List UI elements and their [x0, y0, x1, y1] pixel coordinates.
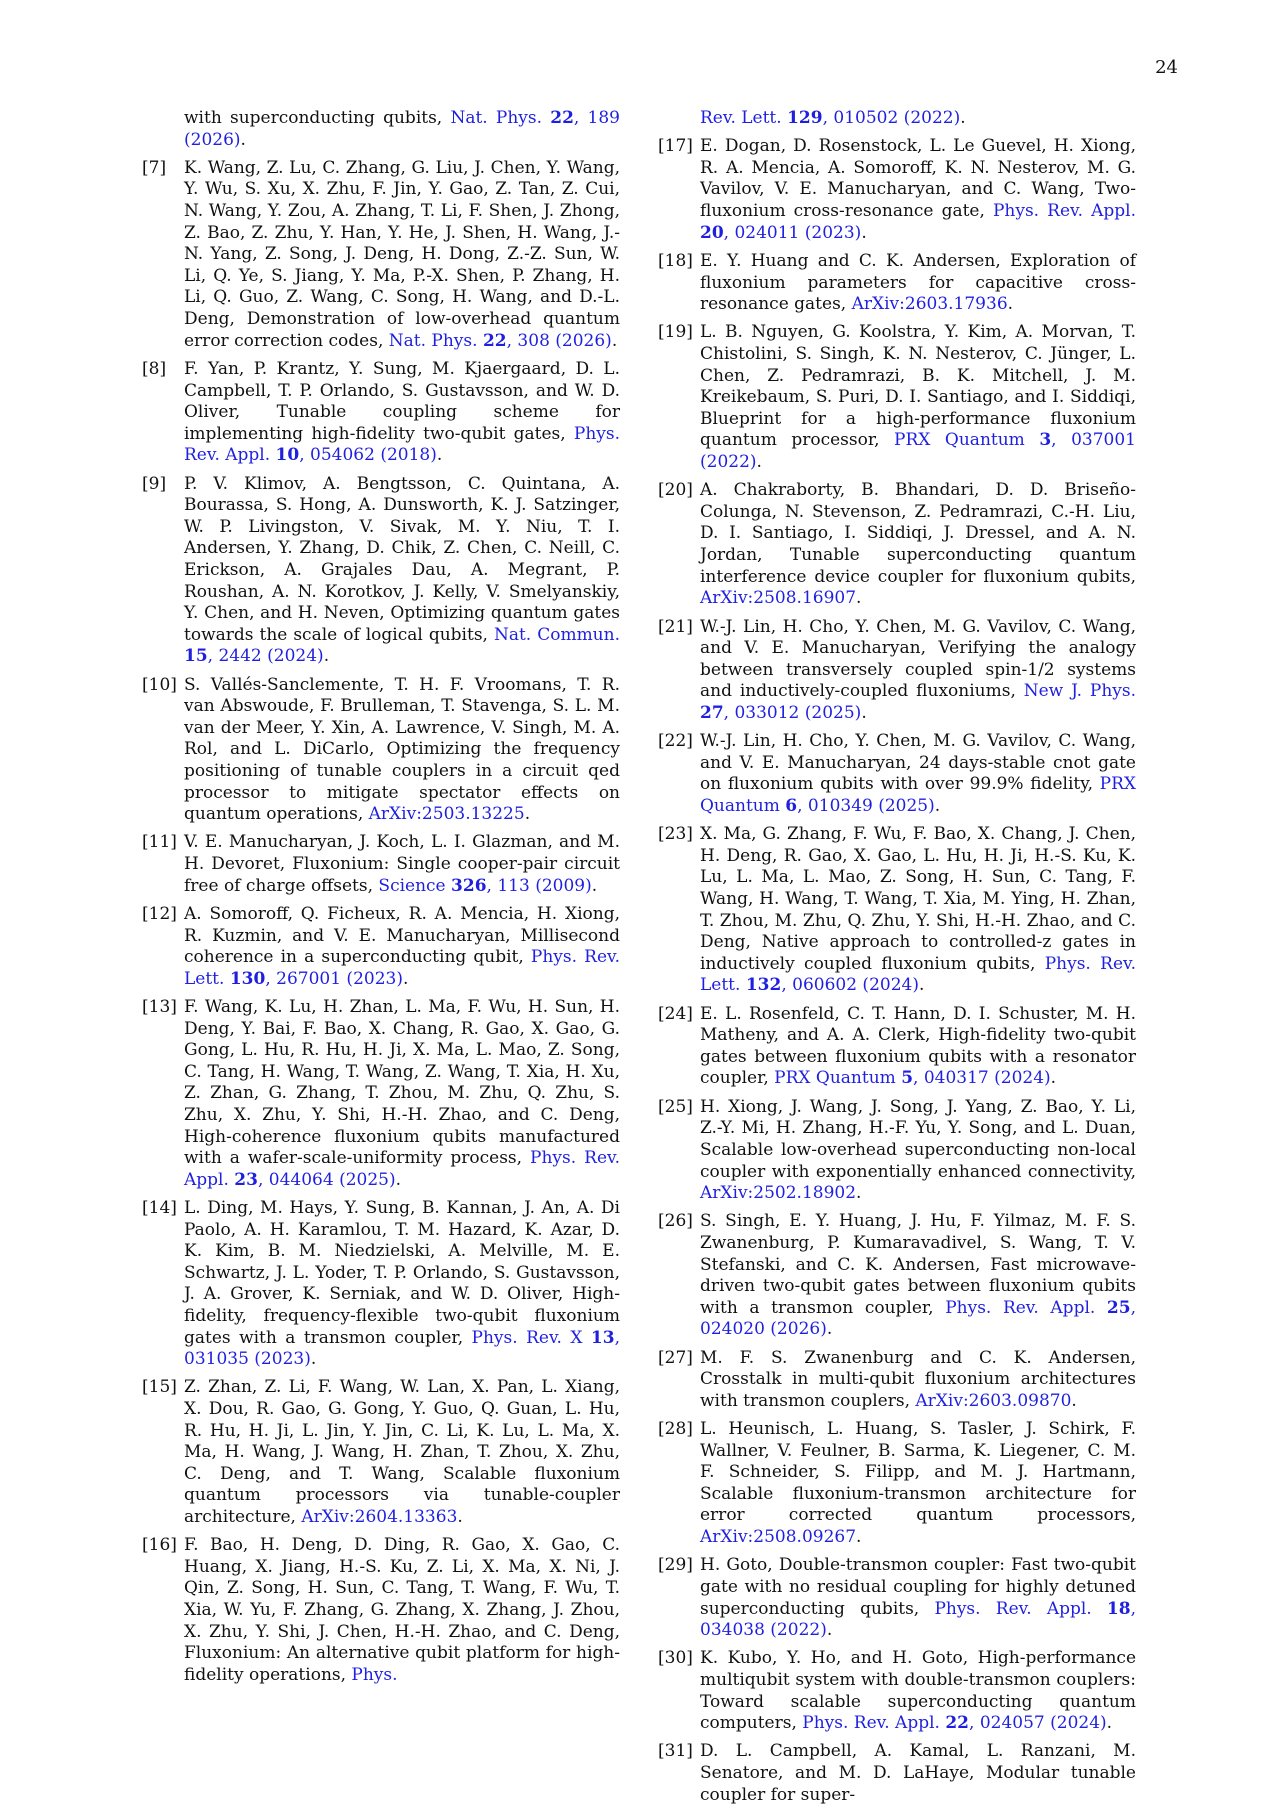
reference-item: [10] S. Vallés-Sanclemente, T. H. F. Vroomans, T. R. van Abswoude, F. Brulleman, T. Stavenga, S. L. M. van der Meer, Y. Xin, A. Lawrence, V. Singh, M. A. Rol, and L. DiCarlo, Optimizing the frequency positioning of tunable couplers in a circuit qed processor to mitigate spectator effects on quantum operations, ArXiv:2503.13225. — [142, 674, 620, 825]
references-column-left — [142, 108, 620, 1693]
reference-number: [18] — [658, 250, 693, 271]
reference-text: V. E. Manucharyan, J. Koch, L. I. Glazman, and M. H. Devoret, Fluxonium: Single cooper-pair circuit free of charge offsets, — [184, 832, 620, 896]
reference-text: L. B. Nguyen, G. Koolstra, Y. Kim, A. Morvan, T. Chistolini, S. Singh, K. N. Nesterov, C. Jünger, L. Chen, Z. Pedramrazi, B. K. Mitchell, J. M. Kreikebaum, S. Puri, D. I. Santiago, and I. Siddiqi, Blueprint for a high-performance fluxonium quantum processor, — [700, 322, 1136, 451]
page-number: 24 — [1155, 57, 1178, 78]
reference-item: [26] S. Singh, E. Y. Huang, J. Hu, F. Yilmaz, M. F. S. Zwanenburg, P. Kumaravadivel, S. Wang, T. V. Stefanski, and C. K. Andersen, Fast microwave-driven two-qubit gates between fluxonium qubits with a transmon coupler, Phys. Rev. Appl. 25, 024020 (2026). — [658, 1211, 1136, 1340]
reference-text: F. Bao, H. Deng, D. Ding, R. Gao, X. Gao, C. Huang, X. Jiang, H.-S. Ku, Z. Li, X. Ma, X. Ni, J. Qin, Z. Song, H. Sun, C. Tang, T. Wang, F. Wu, T. Xia, W. Yu, F. Zhang, G. Zhang, X. Zhang, J. Zhou, X. Zhu, Y. Shi, J. Chen, H.-H. Zhao, and C. Deng, Fluxonium: An alternative qubit platform for high-fidelity operations, — [184, 1535, 620, 1685]
reference-item: [18] E. Y. Huang and C. K. Andersen, Exploration of fluxonium parameters for capacitive cross-resonance gates, ArXiv:2603.17936. — [658, 250, 1136, 315]
reference-text: H. Goto, Double-transmon coupler: Fast two-qubit gate with no residual coupling for highly detuned superconducting qubits, — [700, 1555, 1136, 1619]
reference-link[interactable]: Phys. Rev. Appl. 22, 024057 (2024) — [802, 1713, 1107, 1734]
reference-number: [19] — [658, 322, 693, 343]
reference-text: S. Singh, E. Y. Huang, J. Hu, F. Yilmaz, M. F. S. Zwanenburg, P. Kumaravadivel, S. Wang, T. V. Stefanski, and C. K. Andersen, Fast microwave-driven two-qubit gates between fluxonium qubits with a transmon coupler, — [700, 1211, 1136, 1318]
reference-link[interactable]: New J. Phys. 27, 033012 (2025) — [700, 681, 1137, 723]
reference-item: [17] E. Dogan, D. Rosenstock, L. Le Guevel, H. Xiong, R. A. Mencia, A. Somoroff, K. N. Nesterov, M. G. Vavilov, V. E. Manucharyan, and C. Wang, Two-fluxonium cross-resonance gate, Phys. Rev. Appl. 20, 024011 (2023). — [658, 136, 1136, 243]
reference-text: A. Somoroff, Q. Ficheux, R. A. Mencia, H. Xiong, R. Kuzmin, and V. E. Manucharyan, Millisecond coherence in a superconducting qubit, — [184, 903, 620, 968]
reference-number: [9] — [142, 473, 167, 494]
reference-text: F. Wang, K. Lu, H. Zhan, L. Ma, F. Wu, H. Sun, H. Deng, Y. Bai, F. Bao, X. Chang, R. Gao, X. Gao, G. Gong, L. Hu, R. Hu, H. Ji, X. Ma, L. Mao, Z. Song, C. Tang, H. Wang, T. Wang, Z. Wang, T. Xia, H. Xu, Z. Zhan, G. Zhang, T. Zhou, M. Zhu, Q. Zhu, S. Zhu, X. Zhu, Y. Shi, H.-H. Zhao, and C. Deng, High-coherence fluxonium qubits manufactured with a wafer-scale-uniformity process, — [184, 996, 620, 1169]
reference-number: [26] — [658, 1211, 693, 1232]
reference-number: [24] — [658, 1003, 693, 1024]
reference-link[interactable]: ArXiv:2603.17936 — [851, 294, 1008, 315]
reference-text: X. Ma, G. Zhang, F. Wu, F. Bao, X. Chang, J. Chen, H. Deng, R. Gao, X. Gao, L. Hu, H. Ji, H.-S. Ku, K. Lu, L. Ma, L. Mao, Z. Song, H. Sun, C. Tang, F. Wang, H. Wang, T. Wang, T. Xia, M. Ying, H. Zhan, T. Zhou, M. Zhu, Q. Zhu, Y. Shi, H.-H. Zhao, and C. Deng, Native approach to controlled-z gates in inductively coupled fluxonium qubits, — [700, 824, 1136, 974]
reference-number: [13] — [142, 996, 177, 1017]
reference-link[interactable]: Phys. Rev. Appl. 10, 054062 (2018) — [184, 423, 620, 466]
reference-link[interactable]: ArXiv:2604.13363 — [301, 1507, 458, 1527]
reference-text: M. F. S. Zwanenburg and C. K. Andersen, Crosstalk in multi-qubit fluxonium architectures with transmon couplers, — [700, 1347, 1136, 1411]
reference-item: [20] A. Chakraborty, B. Bhandari, D. D. Briseño-Colunga, N. Stevenson, Z. Pedramrazi, C.-H. Liu, D. I. Santiago, I. Siddiqi, J. Dressel, and A. N. Jordan, Tunable superconducting quantum interference device coupler for fluxonium qubits, ArXiv:2508.16907. — [658, 480, 1136, 609]
reference-text: H. Xiong, J. Wang, J. Song, J. Yang, Z. Bao, Y. Li, Z.-Y. Mi, H. Zhang, H.-F. Yu, Y. Song, and L. Duan, Scalable low-overhead superconducting non-local coupler with exponentially enhanced connectivity, — [700, 1096, 1136, 1182]
reference-text: W.-J. Lin, H. Cho, Y. Chen, M. G. Vavilov, C. Wang, and V. E. Manucharyan, 24 days-stable cnot gate on fluxonium qubits with over 99.9% fidelity, — [700, 731, 1136, 795]
reference-text: E. Dogan, D. Rosenstock, L. Le Guevel, H. Xiong, R. A. Mencia, A. Somoroff, K. N. Nesterov, M. G. Vavilov, V. E. Manucharyan, and C. Wang, Two-fluxonium cross-resonance gate, — [700, 136, 1136, 222]
reference-number: [21] — [658, 616, 693, 637]
reference-text: S. Vallés-Sanclemente, T. H. F. Vroomans, T. R. van Abswoude, F. Brulleman, T. Stavenga, S. L. M. van der Meer, Y. Xin, A. Lawrence, V. Singh, M. A. Rol, and L. DiCarlo, Optimizing the frequency positioning of tunable couplers in a circuit qed processor to mitigate spectator effects on quantum operations, — [184, 674, 620, 825]
reference-text: D. L. Campbell, A. Kamal, L. Ranzani, M. Senatore, and M. D. LaHaye, Modular tunable coupler for super- — [700, 1741, 1136, 1805]
reference-number: [7] — [142, 157, 167, 178]
reference-link[interactable]: Nat. Phys. 22, 189 (2026) — [184, 108, 620, 150]
reference-text: with superconducting qubits, — [184, 108, 451, 128]
reference-number: [15] — [142, 1377, 177, 1398]
reference-link[interactable]: Phys. Rev. Appl. 20, 024011 (2023) — [700, 201, 1136, 243]
reference-link[interactable]: Nat. Commun. 15, 2442 (2024) — [184, 624, 620, 667]
reference-item: [8] F. Yan, P. Krantz, Y. Sung, M. Kjaergaard, D. L. Campbell, T. P. Orlando, S. Gustavsson, and W. D. Oliver, Tunable coupling scheme for implementing high-fidelity two-qubit gates, Phys. Rev. Appl. 10, 054062 (2018). — [142, 358, 620, 466]
reference-item: [22] W.-J. Lin, H. Cho, Y. Chen, M. G. Vavilov, C. Wang, and V. E. Manucharyan, 24 days-stable cnot gate on fluxonium qubits with over 99.9% fidelity, PRX Quantum 6, 010349 (2025). — [658, 731, 1136, 816]
reference-item — [142, 1535, 620, 1686]
reference-text: L. Ding, M. Hays, Y. Sung, B. Kannan, J. An, A. Di Paolo, A. H. Karamlou, T. M. Hazard, K. Azar, D. K. Kim, B. M. Niedzielski, A. Melville, M. E. Schwartz, J. L. Yoder, T. P. Orlando, S. Gustavsson, J. A. Grover, K. Serniak, and W. D. Oliver, High-fidelity, frequency-flexible two-qubit fluxonium gates with a transmon coupler, — [184, 1198, 620, 1348]
reference-item: [7] K. Wang, Z. Lu, C. Zhang, G. Liu, J. Chen, Y. Wang, Y. Wu, S. Xu, X. Zhu, F. Jin, Y. Gao, Z. Tan, Z. Cui, N. Wang, Y. Zou, A. Zhang, T. Li, F. Shen, J. Zhong, Z. Bao, Z. Zhu, Y. Han, Y. He, J. Shen, H. Wang, J.-N. Yang, Z. Song, J. Deng, H. Dong, Z.-Z. Sun, W. Li, Q. Ye, S. Jiang, Y. Ma, P.-X. Shen, P. Zhang, H. Li, Q. Guo, Z. Wang, C. Song, H. Wang, and D.-L. Deng, Demonstration of low-overhead quantum error correction codes, Nat. Phys. 22, 308 (2026). — [142, 157, 620, 351]
reference-item: [14] L. Ding, M. Hays, Y. Sung, B. Kannan, J. An, A. Di Paolo, A. H. Karamlou, T. M. Hazard, K. Azar, D. K. Kim, B. M. Niedzielski, A. Melville, M. E. Schwartz, J. L. Yoder, T. P. Orlando, S. Gustavsson, J. A. Grover, K. Serniak, and W. D. Oliver, High-fidelity, frequency-flexible two-qubit fluxonium gates with a transmon coupler, Phys. Rev. X 13, 031035 (2023). — [142, 1198, 620, 1370]
reference-text: K. Kubo, Y. Ho, and H. Goto, High-performance multiqubit system with double-transmon couplers: Toward scalable superconducting quantum computers, — [700, 1648, 1136, 1734]
reference-link[interactable]: ArXiv:2503.13225 — [368, 804, 525, 825]
reference-number: [28] — [658, 1419, 693, 1440]
reference-text: A. Chakraborty, B. Bhandari, D. D. Briseño-Colunga, N. Stevenson, Z. Pedramrazi, C.-H. Liu, D. I. Santiago, I. Siddiqi, J. Dressel, and A. N. Jordan, Tunable superconducting quantum interference device coupler for fluxonium qubits, — [700, 480, 1136, 587]
reference-text: W.-J. Lin, H. Cho, Y. Chen, M. G. Vavilov, C. Wang, and V. E. Manucharyan, Verifying the analogy between transversely coupled spin-1/2 systems and inductively-coupled fluxoniums, — [700, 616, 1136, 702]
reference-link[interactable]: Phys. Rev. Appl. 18, 034038 (2022) — [700, 1598, 1136, 1641]
reference-number: [23] — [658, 824, 693, 845]
reference-text: F. Yan, P. Krantz, Y. Sung, M. Kjaergaard, D. L. Campbell, T. P. Orlando, S. Gustavsson, and W. D. Oliver, Tunable coupling scheme for implementing high-fidelity two-qubit gates, — [184, 358, 620, 444]
reference-item: [13] F. Wang, K. Lu, H. Zhan, L. Ma, F. Wu, H. Sun, H. Deng, Y. Bai, F. Bao, X. Chang, R. Gao, X. Gao, G. Gong, L. Hu, R. Hu, H. Ji, X. Ma, L. Mao, Z. Song, C. Tang, H. Wang, T. Wang, Z. Wang, T. Xia, H. Xu, Z. Zhan, G. Zhang, T. Zhou, M. Zhu, Q. Zhu, S. Zhu, X. Zhu, Y. Shi, H.-H. Zhao, and C. Deng, High-coherence fluxonium qubits manufactured with a wafer-scale-uniformity process, Phys. Rev. Appl. 23, 044064 (2025). — [142, 996, 621, 1190]
reference-link[interactable]: Rev. Lett. 129, 010502 (2022) — [700, 108, 961, 128]
reference-number: [16] — [142, 1535, 177, 1556]
reference-number: [30] — [658, 1648, 693, 1669]
reference-number: [27] — [658, 1347, 693, 1368]
reference-item: [23] X. Ma, G. Zhang, F. Wu, F. Bao, X. Chang, J. Chen, H. Deng, R. Gao, X. Gao, L. Hu, H. Ji, H.-S. Ku, K. Lu, L. Ma, L. Mao, Z. Song, H. Sun, C. Tang, F. Wang, H. Wang, T. Wang, T. Xia, M. Ying, H. Zhan, T. Zhou, M. Zhu, Q. Zhu, Y. Shi, H.-H. Zhao, and C. Deng, Native approach to controlled-z gates in inductively coupled fluxonium qubits, Phys. Rev. Lett. 132, 060602 (2024). — [658, 824, 1137, 996]
reference-link[interactable]: Phys. Rev. Appl. 23, 044064 (2025) — [184, 1148, 621, 1190]
reference-number: [20] — [658, 480, 693, 501]
reference-text: L. Heunisch, L. Huang, S. Tasler, J. Schirk, F. Wallner, V. Feulner, B. Sarma, K. Liegener, C. M. F. Schneider, S. Filipp, and M. J. Hartmann, Scalable fluxonium-transmon architecture for error corrected quantum processors, — [700, 1419, 1136, 1526]
reference-link[interactable]: ArXiv:2603.09870 — [915, 1390, 1072, 1411]
reference-number: [11] — [142, 832, 177, 853]
reference-link[interactable]: PRX Quantum 6, 010349 (2025) — [700, 774, 1136, 816]
reference-link[interactable]: Science 326, 113 (2009) — [378, 875, 592, 896]
reference-text: E. L. Rosenfeld, C. T. Hann, D. I. Schuster, M. H. Matheny, and A. A. Clerk, High-fidelity two-qubit gates between fluxonium qubits with a resonator coupler, — [700, 1003, 1136, 1089]
reference-item: [12] A. Somoroff, Q. Ficheux, R. A. Mencia, H. Xiong, R. Kuzmin, and V. E. Manucharyan, Millisecond coherence in a superconducting qubit, Phys. Rev. Lett. 130, 267001 (2023). — [142, 903, 620, 989]
reference-item: [25] H. Xiong, J. Wang, J. Song, J. Yang, Z. Bao, Y. Li, Z.-Y. Mi, H. Zhang, H.-F. Yu, Y. Song, and L. Duan, Scalable low-overhead superconducting non-local coupler with exponentially enhanced connectivity, ArXiv:2502.18902. — [658, 1096, 1136, 1204]
reference-link[interactable]: Nat. Phys. 22, 308 (2026) — [388, 330, 612, 351]
reference-link[interactable]: ArXiv:2508.09267 — [700, 1527, 857, 1548]
reference-item — [658, 1741, 1136, 1806]
reference-continuation: Rev. Lett. 129, 010502 (2022). — [700, 108, 966, 128]
reference-link[interactable]: Phys. Rev. X 13, 031035 (2023) — [184, 1327, 620, 1370]
reference-link[interactable]: Phys. Rev. Appl. 25, 024020 (2026) — [700, 1297, 1136, 1340]
reference-text: K. Wang, Z. Lu, C. Zhang, G. Liu, J. Chen, Y. Wang, Y. Wu, S. Xu, X. Zhu, F. Jin, Y. Gao, Z. Tan, Z. Cui, N. Wang, Y. Zou, A. Zhang, T. Li, F. Shen, J. Zhong, Z. Bao, Z. Zhu, Y. Han, Y. He, J. Shen, H. Wang, J.-N. Yang, Z. Song, J. Deng, H. Dong, Z.-Z. Sun, W. Li, Q. Ye, S. Jiang, Y. Ma, P.-X. Shen, P. Zhang, H. Li, Q. Guo, Z. Wang, C. Song, H. Wang, and D.-L. Deng, Demonstration of low-overhead quantum error correction codes, — [184, 157, 620, 351]
reference-item: [30] K. Kubo, Y. Ho, and H. Goto, High-performance multiqubit system with double-transmon couplers: Toward scalable superconducting quantum computers, Phys. Rev. Appl. 22, 024057 (2024). — [658, 1648, 1136, 1734]
reference-item: [28] L. Heunisch, L. Huang, S. Tasler, J. Schirk, F. Wallner, V. Feulner, B. Sarma, K. Liegener, C. M. F. Schneider, S. Filipp, and M. J. Hartmann, Scalable fluxonium-transmon architecture for error corrected quantum processors, ArXiv:2508.09267. — [658, 1419, 1136, 1548]
references-column-right — [658, 108, 1136, 1813]
reference-text: Z. Zhan, Z. Li, F. Wang, W. Lan, X. Pan, L. Xiang, X. Dou, R. Gao, G. Gong, Y. Guo, Q. Guan, L. Hu, R. Hu, H. Ji, L. Jin, Y. Jin, C. Li, K. Lu, L. Ma, X. Ma, H. Wang, J. Wang, H. Zhan, T. Zhou, X. Zhu, C. Deng, and T. Wang, Scalable fluxonium quantum processors via tunable-coupler architecture, — [184, 1377, 620, 1527]
reference-link[interactable]: ArXiv:2508.16907 — [700, 588, 857, 609]
reference-link[interactable]: PRX Quantum 5, 040317 (2024) — [774, 1068, 1051, 1089]
reference-link[interactable]: PRX Quantum 3, 037001 (2022) — [700, 430, 1136, 472]
reference-number: [31] — [658, 1741, 693, 1762]
reference-item: [29] H. Goto, Double-transmon coupler: Fast two-qubit gate with no residual coupling for highly detuned superconducting qubits, Phys. Rev. Appl. 18, 034038 (2022). — [658, 1555, 1136, 1641]
reference-item: [21] W.-J. Lin, H. Cho, Y. Chen, M. G. Vavilov, C. Wang, and V. E. Manucharyan, Verifying the analogy between transversely coupled spin-1/2 systems and inductively-coupled fluxoniums, New J. Phys. 27, 033012 (2025). — [658, 616, 1137, 723]
reference-continuation: with superconducting qubits, Nat. Phys. 22, 189 (2026). — [184, 108, 620, 150]
reference-link[interactable]: Phys. Rev. Lett. 130, 267001 (2023) — [184, 947, 620, 989]
reference-text: P. V. Klimov, A. Bengtsson, C. Quintana, A. Bourassa, S. Hong, A. Dunsworth, K. J. Satzinger, W. P. Livingston, V. Sivak, M. Y. Niu, T. I. Andersen, Y. Zhang, D. Chik, Z. Chen, C. Neill, C. Erickson, A. Grajales Dau, A. Megrant, P. Roushan, A. N. Korotkov, J. Kelly, V. Smelyanskiy, Y. Chen, and H. Neven, Optimizing quantum gates towards the scale of logical qubits, — [184, 473, 620, 645]
reference-number: [25] — [658, 1096, 693, 1117]
reference-text: E. Y. Huang and C. K. Andersen, Exploration of fluxonium parameters for capacitive cross-resonance gates, — [700, 250, 1136, 315]
reference-item: [27] M. F. S. Zwanenburg and C. K. Andersen, Crosstalk in multi-qubit fluxonium architectures with transmon couplers, ArXiv:2603.09870. — [658, 1347, 1136, 1411]
reference-link[interactable]: Phys. Rev. Lett. 132, 060602 (2024) — [700, 953, 1137, 996]
reference-number: [10] — [142, 674, 177, 695]
reference-link[interactable]: ArXiv:2502.18902 — [700, 1183, 857, 1204]
reference-item: [24] E. L. Rosenfeld, C. T. Hann, D. I. Schuster, M. H. Matheny, and A. A. Clerk, High-fidelity two-qubit gates between fluxonium qubits with a resonator coupler, PRX Quantum 5, 040317 (2024). — [658, 1003, 1136, 1089]
reference-number: [12] — [142, 903, 177, 924]
reference-number: [17] — [658, 136, 693, 157]
reference-number: [14] — [142, 1198, 177, 1218]
reference-item: [11] V. E. Manucharyan, J. Koch, L. I. Glazman, and M. H. Devoret, Fluxonium: Single cooper-pair circuit free of charge offsets, Science 326, 113 (2009). — [142, 832, 620, 896]
reference-number: [22] — [658, 731, 693, 752]
reference-item: [9] P. V. Klimov, A. Bengtsson, C. Quintana, A. Bourassa, S. Hong, A. Dunsworth, K. J. Satzinger, W. P. Livingston, V. Sivak, M. Y. Niu, T. I. Andersen, Y. Zhang, D. Chik, Z. Chen, C. Neill, C. Erickson, A. Grajales Dau, A. Megrant, P. Roushan, A. N. Korotkov, J. Kelly, V. Smelyanskiy, Y. Chen, and H. Neven, Optimizing quantum gates towards the scale of logical qubits, Nat. Commun. 15, 2442 (2024). — [142, 473, 620, 667]
reference-number: [8] — [142, 358, 167, 379]
reference-item: [15] Z. Zhan, Z. Li, F. Wang, W. Lan, X. Pan, L. Xiang, X. Dou, R. Gao, G. Gong, Y. Guo, Q. Guan, L. Hu, R. Hu, H. Ji, L. Jin, Y. Jin, C. Li, K. Lu, L. Ma, X. Ma, H. Wang, J. Wang, H. Zhan, T. Zhou, X. Zhu, C. Deng, and T. Wang, Scalable fluxonium quantum processors via tunable-coupler architecture, ArXiv:2604.13363. — [142, 1377, 620, 1527]
reference-number: [29] — [658, 1555, 693, 1576]
reference-item: [19] L. B. Nguyen, G. Koolstra, Y. Kim, A. Morvan, T. Chistolini, S. Singh, K. N. Nesterov, C. Jünger, L. Chen, Z. Pedramrazi, B. K. Mitchell, J. M. Kreikebaum, S. Puri, D. I. Santiago, and I. Siddiqi, Blueprint for a high-performance fluxonium quantum processor, PRX Quantum 3, 037001 (2022). — [658, 322, 1136, 472]
reference-link[interactable]: Phys. — [351, 1664, 398, 1685]
